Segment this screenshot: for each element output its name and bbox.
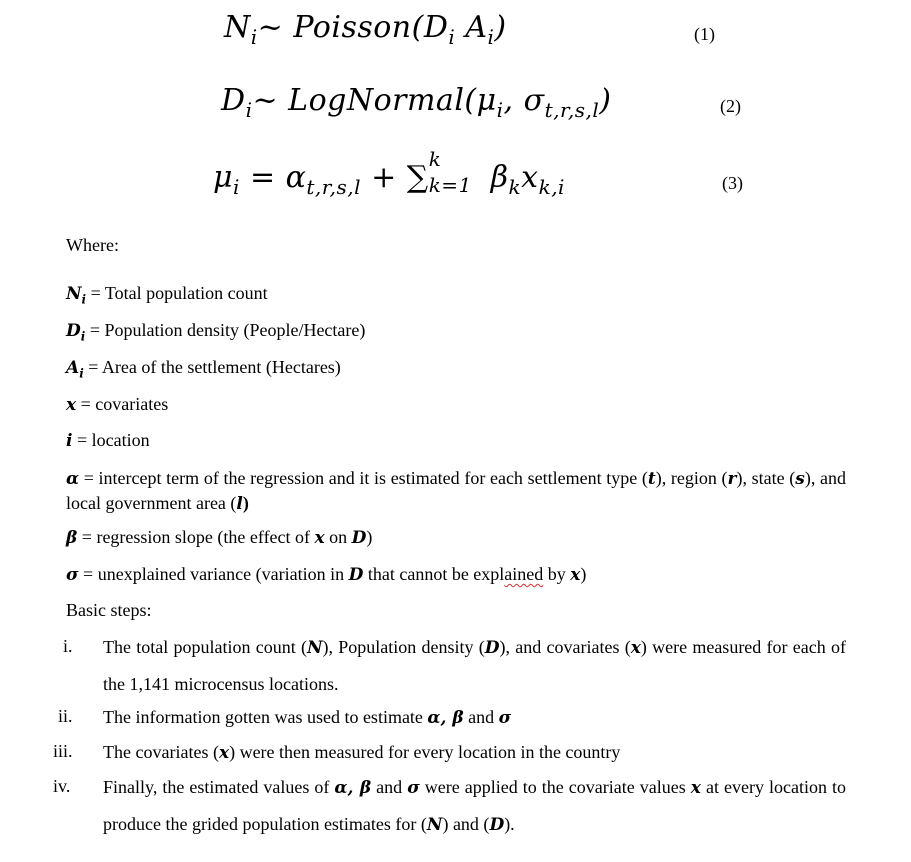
definition-a: $A_i$ = Area of the settlement (Hectares): [66, 357, 341, 381]
definition-d: $D_i$ = Population density (People/Hectare): [66, 320, 366, 344]
symbol-d: $D_i$: [66, 321, 86, 344]
step-1-number: i.: [63, 636, 73, 656]
equation-1: $N_i\sim$ $Poisson(D_i$ $A_i$): [224, 10, 507, 49]
step-3-text: The covariates (x) were then measured for every location in the country: [103, 742, 621, 763]
basic-steps-label: Basic steps:: [66, 600, 152, 620]
step-4-text: Finally, the estimated values of α, β and σ were applied to the covariate values x at every location to produce the grided population estimates for (N) and (D).: [103, 777, 846, 835]
step-4-number: iv.: [53, 776, 71, 796]
equation-3-number: (3): [722, 173, 743, 193]
definition-sigma: σ = unexplained variance (variation in D that cannot be explained by x): [66, 564, 587, 585]
symbol-n: $N_i$: [66, 284, 87, 307]
step-2-number: ii.: [58, 706, 73, 726]
equation-2-number: (2): [720, 96, 741, 116]
where-label: Where:: [66, 235, 119, 255]
equation-1-number: (1): [694, 24, 715, 44]
step-1-text: The total population count (N), Population density (D), and covariates (x) were measured for each of the 1,141 microcensus locations.: [103, 637, 847, 694]
definition-x: x = covariates: [66, 394, 169, 415]
symbol-i: i: [66, 431, 73, 451]
equation-2: $D_i\sim$ $LogNormal(\mu_i$, $\sigma_{t,r,s,l}$): [221, 83, 612, 122]
symbol-x: x: [66, 395, 77, 415]
symbol-a: $A_i$: [66, 358, 84, 381]
definition-i: i = location: [66, 430, 150, 451]
step-3-number: iii.: [53, 741, 73, 761]
equation-3: $\mu_i = \alpha_{t,r,s,l}$ + ∑ k k=1 $\beta_kx_{k,i}$: [213, 147, 565, 199]
definition-beta: β = regression slope (the effect of x on D): [66, 527, 373, 548]
definition-n: $N_i$ = Total population count: [66, 283, 268, 307]
step-2-text: The information gotten was used to estimate α, β and σ: [103, 707, 512, 728]
definition-alpha: α = intercept term of the regression and it is estimated for each settlement type (t), region (r), state (s), and local government area (l): [66, 468, 847, 514]
